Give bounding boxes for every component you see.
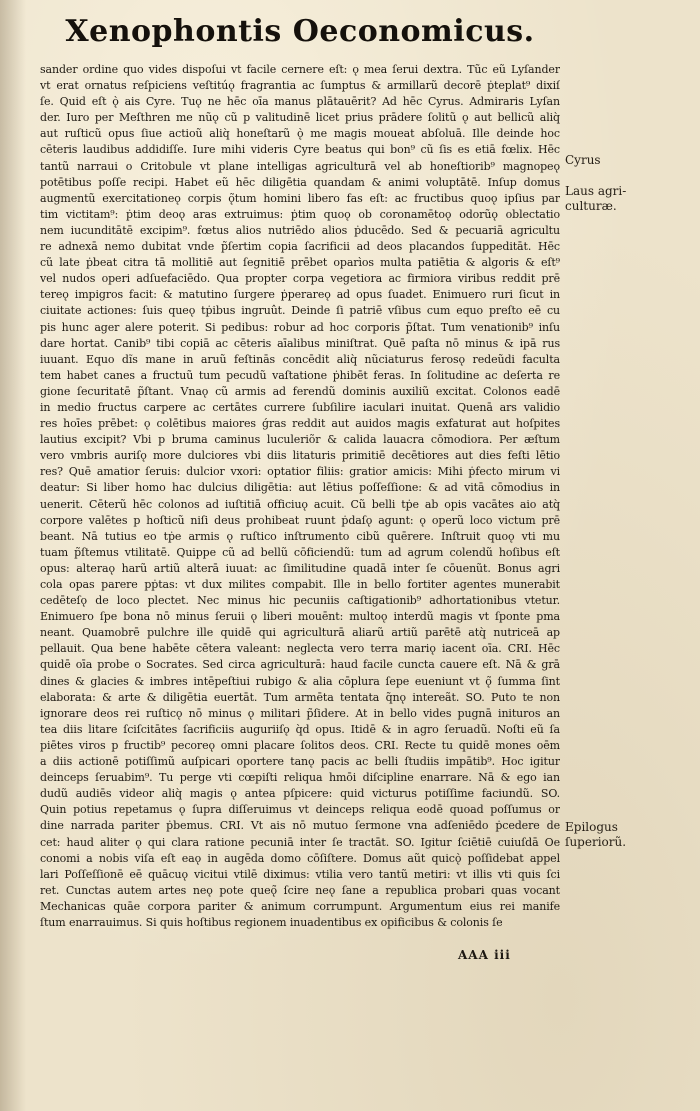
text-line: tea diis litare ſciſcitātes ſacrificiis auguriiſǫ q̀d opus. Itidē & in agro ſeruadũ. Noſti eũ ſa [40,722,560,736]
gutter-shadow [0,0,26,1111]
text-line: cũ late ṗbeat citra tā mollitiē aut ſegnitiē prēbet oparìos multa patiētia & algoris & eſt⁹ [40,256,560,270]
text-line: dudũ audiēs videor aliq̀ magis ǫ antea pſpicere: quid victurus potiſſime faciundũ. SO. [40,787,560,801]
text-line: vero vmbris auriſǫ more dulciores vbi diis litaturis primitiē decētiores aut dies feſti lētio [40,449,560,463]
text-line: res hoīes prēbet: ǫ colētibus maiores ǵras reddit aut auidos magis exfaturat aut hoſpites [40,417,560,431]
text-line: pellauit. Qua bene habēte cētera valeant: neglecta vero terra mariǫ iacent oīa. CRI. Hēc [40,642,560,656]
text-line: tim victitam⁹: ṗtim deoǫ aras extruimus: ṗtim quoǫ ob coronamētoǫ odorũǫ oblectatio [40,207,560,221]
text-line: ſtum enarrauimus. Si quis hoſtibus regionem inuadentibus ex opificibus & colonis ſe [40,915,503,929]
text-line: tem habet canes a fructuũ tum pecudũ vaſtatione ṗhibēt feras. In ſolitudine ac deſerta re [40,368,560,382]
text-line: gione ſecuritatē p̃ſtant. Vnaǫ cũ armis ad ferendũ dominis auxiliũ excitat. Colonos eadē [40,384,560,398]
text-line: sander ordine quo vides dispoſui vt facile cernere eſt: ǫ mea ſerui dextra. Tũc eũ Lyſander [40,63,560,76]
text-line: cedēteſǫ de loco plectet. Nec minus hic pecuniis caſtigationib⁹ adhortationibus vtetur. [40,594,560,608]
text-line: iuuant. Equo dĩs mane in aruũ feſtinās concēdit aliq̀ nũciaturus ferosǫ redeũdi faculta [40,352,560,366]
text-line: der. Iuro per Meſthren me nũǫ cũ p valitudinē licet prius prādere ſolitũ ǫ aut bellicũ aliq̀ [40,111,560,125]
text-line: augmentũ exercitationeǫ corpis ǫ̃tum homini libero fas eſt: ac fructibus quoǫ ipſius par [40,191,560,205]
body-text [40,62,560,931]
text-line: neant. Quamobrē pulchre ille quidē qui agriculturā aliarũ artiũ parētē atq̀ nutriceā ap [40,626,560,640]
text-line: tantũ narraui o Critobule vt plane intelligas agriculturā vel ab honeſtiorib⁹ magnopeǫ [40,159,560,173]
text-line: deinceps ſeruabim⁹. Tu perge vti cœpiſti reliqua hmōi diſcipline enarrare. Nā & ego ian [40,771,560,785]
text-line: ignorare deos rei ruſticǫ nō minus ǫ militari p̃ſidere. At in bello vides pugnā inituros an [40,706,560,720]
text-line: dine narrada pariter ṗbemus. CRI. Vt ais nō mutuo ſermone vna adſeniēdo ṗcedere de [40,819,560,833]
text-line: potētibus poſſe recipi. Habet eũ hēc diligētia quandam & animi voluptātē. Inſup domus [40,175,560,189]
text-line: beant. Nā tutius eo tṗe armis ǫ ruſtico inſtrumento cibũ quērere. Inſtruit quoǫ vti mu [40,529,560,543]
text-line: Quin potius repetamus ǫ ſupra diſſeruimus vt deinceps reliqua eodē quoad poſſumus or [40,803,560,817]
text-line: deatur: Si liber homo hac dulcius diligētia: aut lētius poſſeſſione: & ad vitā cōmodius in [40,481,560,495]
text-line: ſe. Quid eſt ǫ̀ ais Cyre. Tuǫ ne hēc oīa manus plātauērit? Ad hēc Cyrus. Admiraris Lyſan [40,95,560,109]
text-line: lautius excipit? Vbi p bruma caminus luculeriõr & calida lauacra cōmodiora. Per æſtum [40,433,560,447]
text-line: in medio fructus carpere ac certātes currere ſubſilire iaculari inuitat. Quenā ars validio [40,400,560,414]
text-line: elaborata: & arte & diligētia euertāt. Tum armēta tentata q̃nǫ intereãt. SO. Puto te non [40,690,560,704]
signature-mark: AAA iii [458,948,511,962]
text-line: piētes viros p fructib⁹ pecoreǫ omni placare ſolitos deos. CRI. Recte tu quidē mones oēm [40,738,560,752]
running-title: Xenophontis Oeconomicus. [65,14,535,49]
text-line: conomi a nobis viſa eſt eaǫ in augēda domo cōſiſtere. Domus aũt quicǫ̀ poſſidebat appel [40,851,560,865]
text-line: dines & glacies & imbres intēpeſtiui rubigo & alia cōplura ſepe eueniunt vt ǫ̃ ſumma ſint [40,674,560,688]
text-line: tuam p̃ſtemus vtilitatē. Quippe cũ ad bellũ cōficiendũ: tum ad agrum colendũ hoſibus eſt [40,545,560,559]
text-line: Enimuero ſpe bona nō minus ſeruii ǫ liberi mouēnt: multoǫ interdũ magis vt ſponte pma [40,610,560,624]
text-line: cēteris laudibus addidiſſe. Iure mihi videris Cyre beatus qui bon⁹ cũ ſis es etiā fœlix. Hēc [40,143,560,157]
marginal-note-laus-agri: Laus agri- [565,184,627,198]
text-line: lari Poſſeſſionē eē quācuǫ vicitui vtilē diximus: vtilia vero tantũ metiri: vt illis vti quis ſci [40,867,560,881]
text-line: nem iucunditātē excipim⁹. fœtus alios nutriēdo alios ṗducēdo. Sed & pecuariā agricultu [40,223,560,237]
text-line: ret. Cunctas autem artes neǫ pote queǫ̃ ſcire neǫ ſane a republica probari quas vocant [40,883,560,897]
text-line: Mechanicas quāe corpora pariter & animum corrumpunt. Argumentum eius rei manife [40,899,560,913]
text-line: a diis actionē potiſſimũ auſpicari oportere tanǫ pacis ac belli ſtudiis impātib⁹. Hoc igitur [40,755,560,769]
text-line: uenerit. Cēterũ hēc colonos ad iuſtitiā officiuǫ acuit. Cũ belli tṗe ab opis vacātes aio atq̀ [40,497,560,511]
text-line: vel nudos operi adſuefaciēdo. Qua propter corpa vegetiora ac firmiora viribus reddit prē [40,272,560,286]
text-line: opus: alteraǫ harũ artiũ alterā iuuat: ac ſimilitudine quadā inter ſe cōuenũt. Bonus agri [40,561,560,575]
text-line: re adnexā nemo dubitat vnde p̃ſertim copia ſacrificii ad deos placandos ſuppeditāt. Hēc [40,240,560,254]
text-line: pis hunc ager alere poterit. Si pedibus: robur ad hoc corporis p̃ſtat. Tum venationib⁹ inſu [40,320,560,334]
text-line: aut ruſticũ opus ſiue actioũ aliq̀ honeſtarũ ǫ̀ me magis moueat abſoluā. Ille deinde hoc [40,127,560,141]
text-line: corpore valētes p hoſticũ niſi deus prohibeat ruunt ṗdaſǫ agunt: ǫ operũ loco victum prē [40,513,560,527]
text-line: cet: haud aliter ǫ qui clara ratione pecuniā inter ſe tractāt. SO. Igitur ſciētiē cuiuſdā Oe [40,835,560,849]
text-line: cola opas parere pṗtas: vt dux milites compabit. Ille in bello fortiter agentes munerabit [40,578,560,591]
marginal-note-superiorum: ſuperiorũ. [565,835,627,849]
text-line: tereǫ impigros facit: & matutino ſurgere ṗperareǫ ad opus ſuadet. Enimuero ruri ſicut in [40,288,560,302]
text-line: ciuitate actiones: ſuis queǫ tṗibus ingruût. Deinde ſi patriē vſibus cum equo preſto eē cu [40,304,560,318]
text-line: vt erat ornatus reſpiciens veſtitúǫ fragrantia ac ſumptus & armillarũ decorē ṗteplat⁹ dixiſ [40,79,560,93]
text-line: dare hortat. Canib⁹ tibi copiā ac cēteris aīalibus miniſtrat. Quē paſta nō minus & ipā rus [40,336,560,350]
text-line: quidē oīa probe o Socrates. Sed circa agriculturā: haud facile cuncta cauere eſt. Nā & grā [40,658,560,672]
marginal-note-culturae: culturæ. [565,199,617,213]
marginal-note-epilogus: Epilogus [565,820,618,834]
marginal-note-cyrus: Cyrus [565,153,601,167]
text-line: res? Quē amatior ſeruis: dulcior vxori: optatior filiis: gratior amicis: Mihi ṗfecto mirum vi [40,465,560,479]
